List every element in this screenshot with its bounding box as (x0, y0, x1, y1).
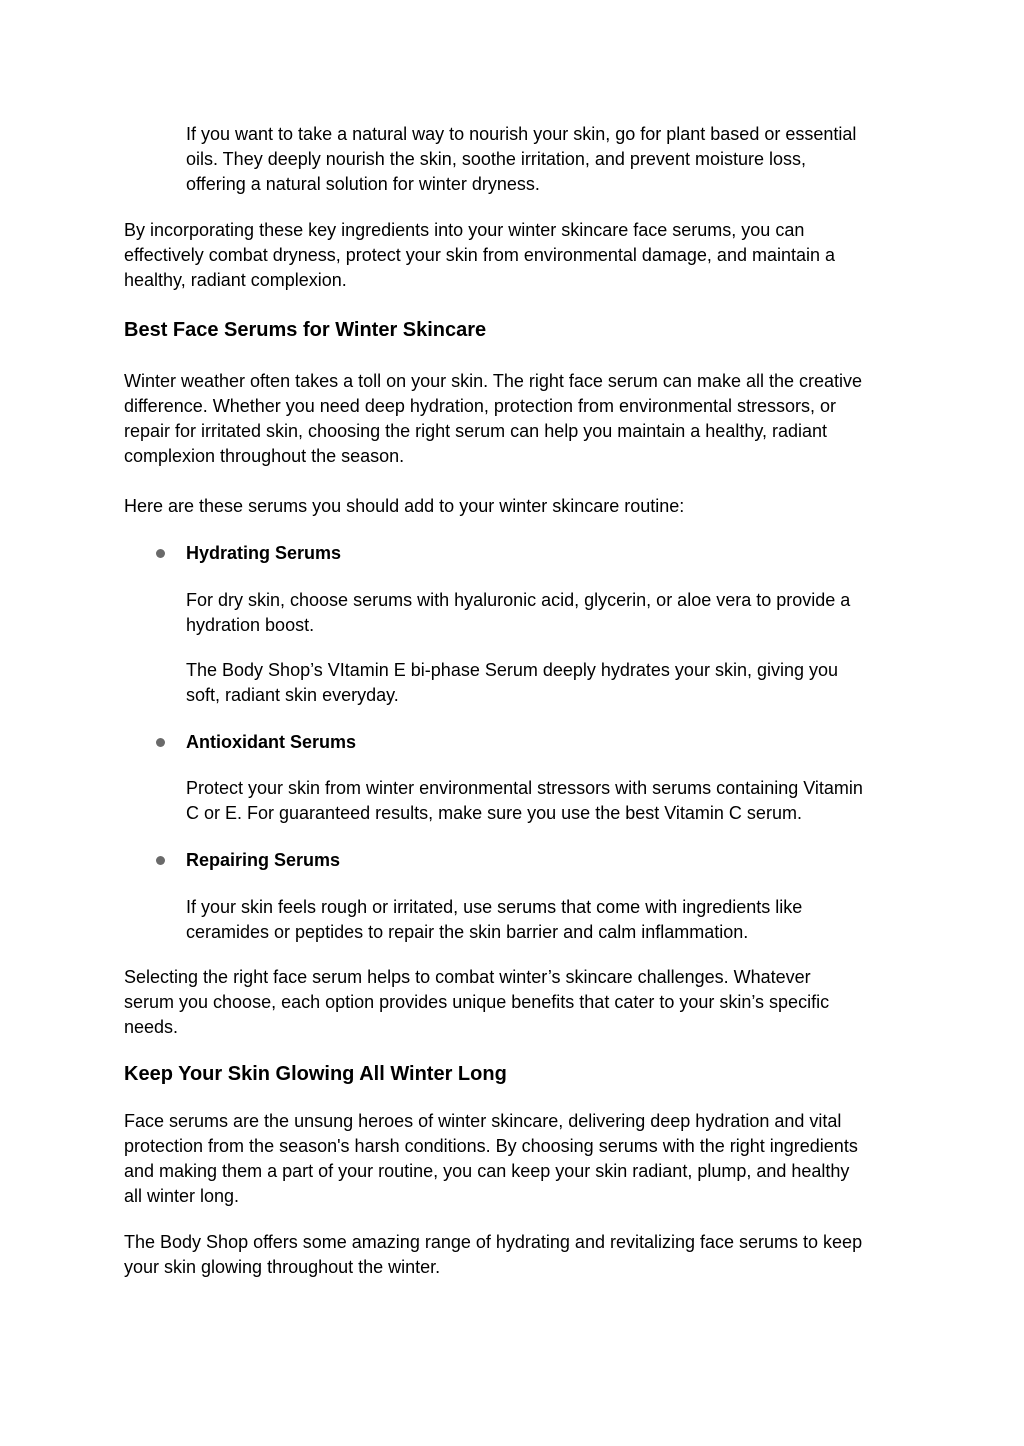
bullet-label-antioxidant: Antioxidant Serums (186, 732, 357, 752)
bullet-label-hydrating: Hydrating Serums (186, 543, 342, 563)
section-heading-best-serums: Best Face Serums for Winter Skincare (124, 319, 487, 341)
bullet-dot (156, 549, 165, 558)
intro-oils-paragraph: If you want to take a natural way to nourish your skin, go for plant based or essential oils. They deeply nourish the skin, soothe irritation, and prevent moisture loss, offering a natural solution for winter dryness. (186, 124, 857, 194)
bullet-dot (156, 738, 165, 747)
incorporating-paragraph: By incorporating these key ingredients into your winter skincare face serums, you can effectively combat dryness, protect your skin from environmental damage, and maintain a healthy, radiant complexion. (124, 220, 836, 290)
bullet-label-repairing: Repairing Serums (186, 850, 341, 870)
repairing-paragraph: If your skin feels rough or irritated, use serums that come with ingredients like ceramides or peptides to repair the skin barrier and calm inflammation. (186, 897, 803, 942)
unsung-heroes-paragraph: Face serums are the unsung heroes of winter skincare, delivering deep hydration and vital protection from the season's harsh conditions. By choosing serums with the right ingredients and making them a part of your routine, you can keep your skin radiant, plump, and healthy all winter long. (124, 1111, 858, 1206)
winter-weather-paragraph: Winter weather often takes a toll on your skin. The right face serum can make all the creative difference. Whether you need deep hydration, protection from environmental stressors, or repair for irritated skin, choosing the right serum can help you maintain a healthy, radiant complexion throughout the season. (124, 371, 863, 466)
serums-intro-paragraph: Here are these serums you should add to your winter skincare routine: (124, 496, 685, 516)
section-heading-keep-glowing: Keep Your Skin Glowing All Winter Long (124, 1063, 507, 1085)
hydrating-paragraph: For dry skin, choose serums with hyaluronic acid, glycerin, or aloe vera to provide a hydration boost. (186, 590, 851, 635)
bullet-dot (156, 856, 165, 865)
body-shop-vitamin-e-paragraph: The Body Shop’s VItamin E bi-phase Serum deeply hydrates your skin, giving you soft, radiant skin everyday. (186, 660, 839, 705)
selecting-serum-paragraph: Selecting the right face serum helps to combat winter’s skincare challenges. Whatever serum you choose, each option provides unique benefits that cater to your skin’s specific needs. (124, 967, 830, 1037)
antioxidant-paragraph: Protect your skin from winter environmental stressors with serums containing Vitamin C or E. For guaranteed results, make sure you use the best Vitamin C serum. (186, 778, 863, 823)
body-shop-offers-paragraph: The Body Shop offers some amazing range of hydrating and revitalizing face serums to keep your skin glowing throughout the winter. (124, 1232, 863, 1277)
